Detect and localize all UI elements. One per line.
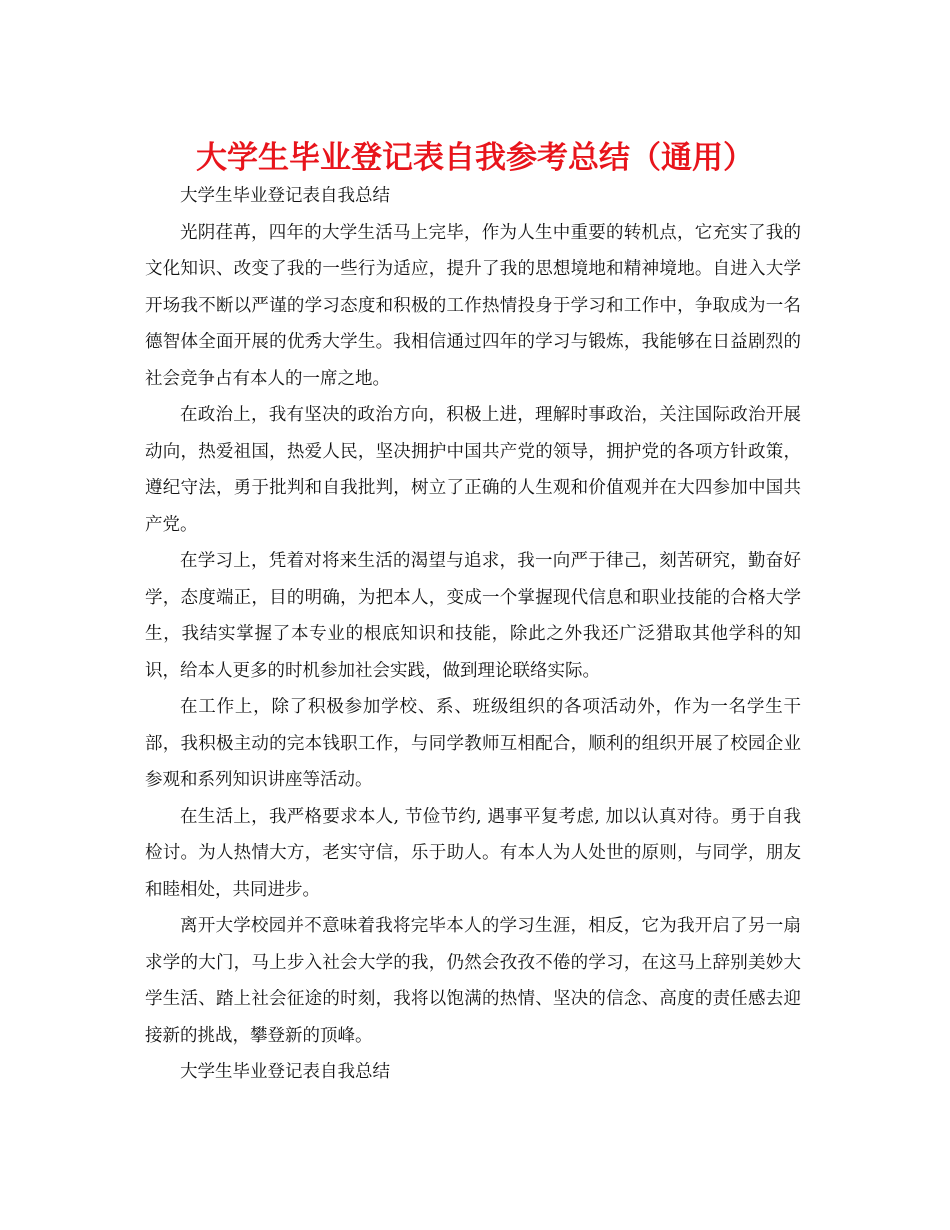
- paragraph-study: 在学习上，凭着对将来生活的渴望与追求，我一向严于律己，刻苦研究，勤奋好学，态度端正，目的明确，为把本人，变成一个掌握现代信息和职业技能的合格大学生，我结实掌握了本专业的根底知识和技能，除此之外我还广泛猎取其他学科的知识，给本人更多的时机参加社会实践，做到理论联络实际。: [145, 551, 801, 681]
- subheading-first: 大学生毕业登记表自我总结: [180, 186, 390, 206]
- paragraph-work: 在工作上，除了积极参加学校、系、班级组织的各项活动外，作为一名学生干部，我积极主动的完本钱职工作，与同学教师互相配合，顺利的组织开展了校园企业参观和系列知识讲座等活动。: [145, 697, 801, 790]
- paragraph-intro: 光阴荏苒，四年的大学生活马上完毕，作为人生中重要的转机点，它充实了我的文化知识、改变了我的一些行为适应，提升了我的思想境地和精神境地。自进入大学开场我不断以严谨的学习态度和积极的工作热情投身于学习和工作中，争取成为一名德智体全面开展的优秀大学生。我相信通过四年的学习与锻炼，我能够在日益剧烈的社会竞争占有本人的一席之地。: [145, 222, 801, 389]
- paragraph-life: 在生活上，我严格要求本人, 节俭节约, 遇事平复考虑, 加以认真对待。勇于自我检讨。为人热情大方，老实守信，乐于助人。有本人为人处世的原则，与同学，朋友和睦相处，共同进步。: [145, 806, 801, 900]
- paragraph-politics: 在政治上，我有坚决的政治方向，积极上进，理解时事政治，关注国际政治开展动向，热爱祖国，热爱人民，坚决拥护中国共产党的领导，拥护党的各项方针政策，遵纪守法，勇于批判和自我批判，树立了正确的人生观和价值观并在大四参加中国共产党。: [145, 405, 801, 535]
- subheading-second: 大学生毕业登记表自我总结: [180, 1062, 390, 1082]
- document-body: [145, 178, 801, 1091]
- paragraph-conclusion: 离开大学校园并不意味着我将完毕本人的学习生涯，相反，它为我开启了另一扇求学的大门，马上步入社会大学的我，仍然会孜孜不倦的学习，在这马上辞别美妙大学生活、踏上社会征途的时刻，我将以饱满的热情、坚决的信念、高度的责任感去迎接新的挑战，攀登新的顶峰。: [145, 916, 801, 1046]
- document-title: 大学生毕业登记表自我参考总结（通用）: [196, 140, 754, 176]
